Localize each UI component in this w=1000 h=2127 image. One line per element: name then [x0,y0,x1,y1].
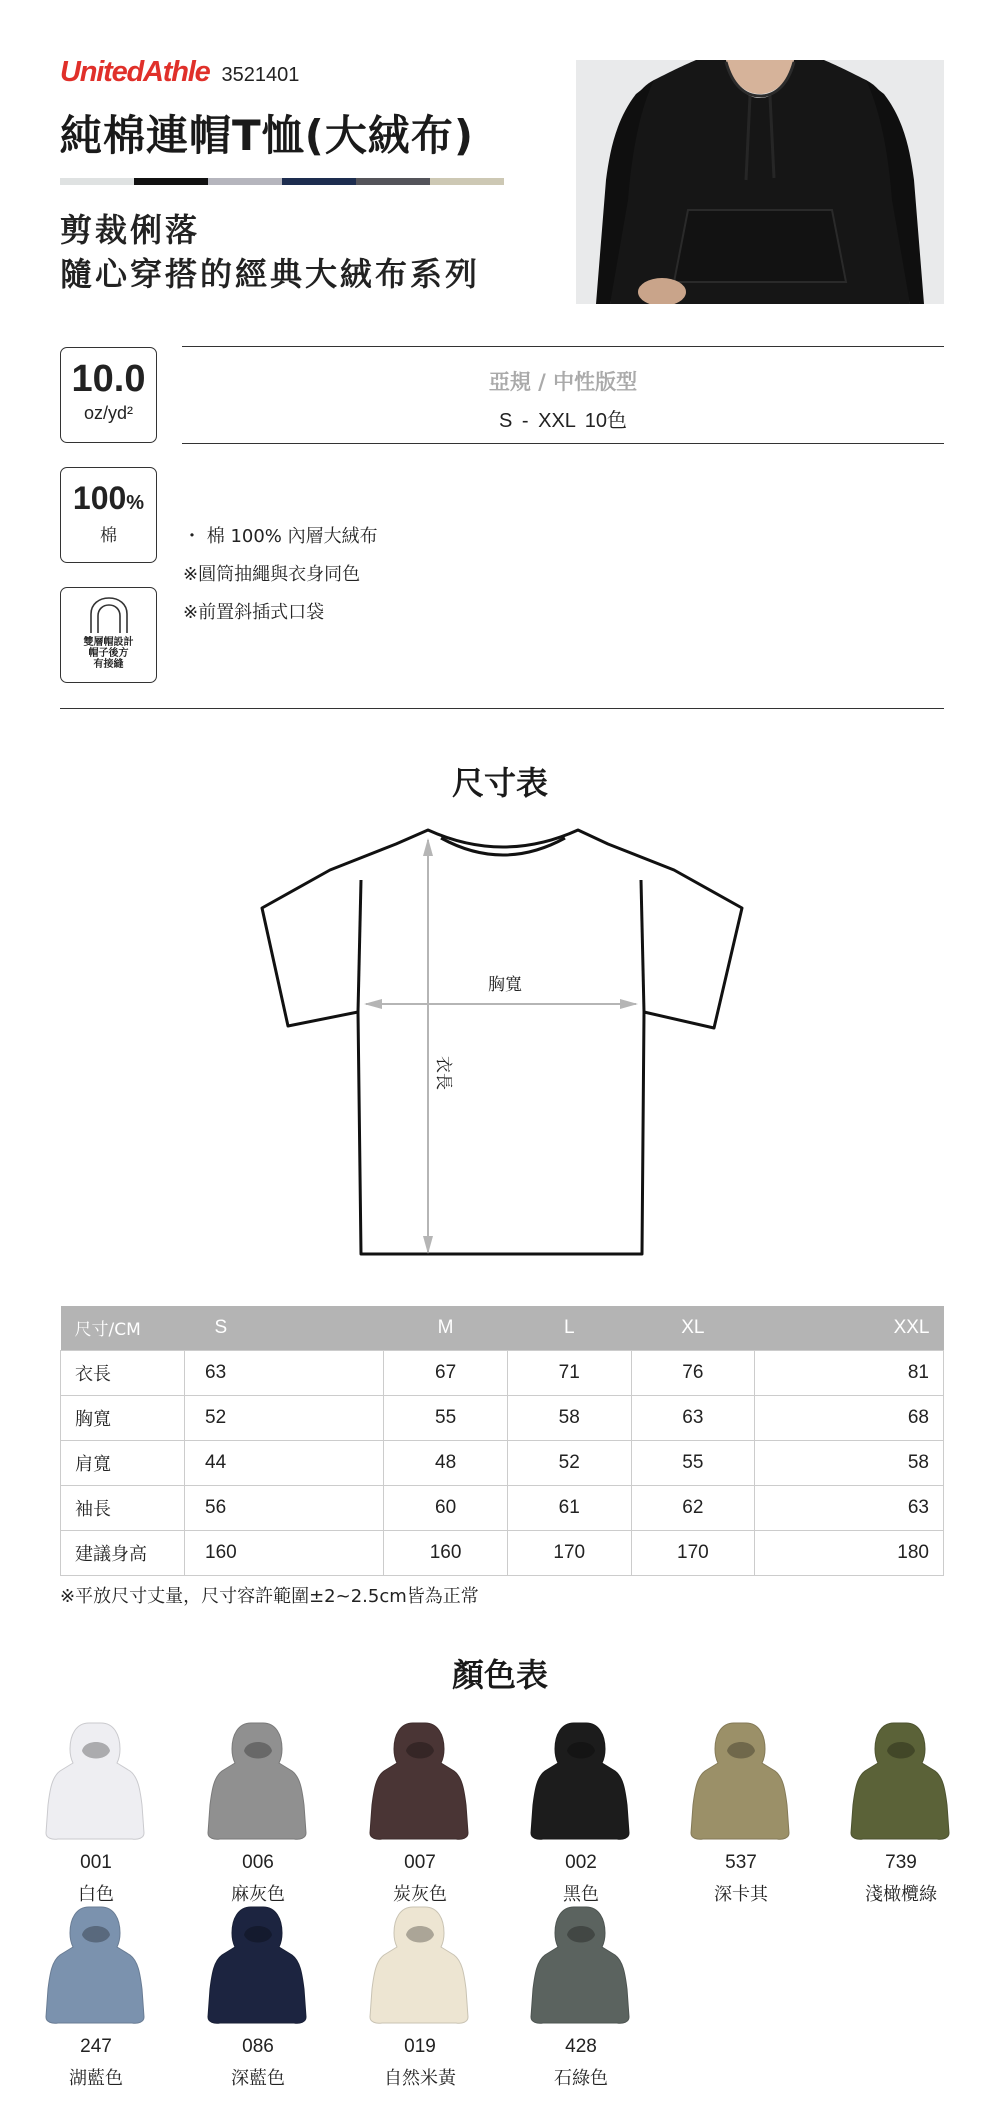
fit-info [182,346,944,444]
table-cell: 55 [384,1395,508,1440]
hoodie-icon [206,1721,310,1841]
header-cell: XL [631,1306,755,1350]
row-label: 建議身高 [61,1530,185,1575]
hoodie-icon [368,1721,472,1841]
color-name: 淺橄欖綠 [865,1884,937,1905]
table-cell: 68 [755,1395,944,1440]
table-row [61,1395,944,1440]
table-cell: 52 [185,1395,384,1440]
brand [60,56,299,89]
header-cell: XXL [755,1306,944,1350]
section-divider [60,708,944,709]
chest-label: 胸寬 [488,975,522,995]
header-cell: L [507,1306,631,1350]
fabric-weight-badge [60,347,157,443]
size-note: ※平放尺寸丈量，尺寸容許範圍±2~2.5cm皆為正常 [60,1586,479,1607]
cotton-badge [60,467,157,563]
color-code: 739 [885,1852,917,1873]
table-cell: 71 [507,1350,631,1395]
row-label: 衣長 [61,1350,185,1395]
color-code: 007 [404,1852,436,1873]
table-cell: 67 [384,1350,508,1395]
cotton-value: 100 [72,480,127,516]
table-cell: 63 [185,1350,384,1395]
table-cell: 58 [755,1440,944,1485]
color-swatch [676,1721,806,1906]
table-row [61,1350,944,1395]
color-swatch [31,1905,161,2090]
color-name: 湖藍色 [69,2068,123,2089]
hoodie-icon [368,1905,472,2025]
table-cell: 55 [631,1440,755,1485]
table-row [61,1440,944,1485]
color-swatch [516,1721,646,1906]
row-label: 袖長 [61,1485,185,1530]
table-row [61,1530,944,1575]
fit-sizes: S - XXL 10色 [499,410,627,432]
header-cell: 尺寸/CM [61,1306,185,1350]
color-swatch [836,1721,966,1906]
header-cell: S [185,1306,384,1350]
size-chart-title: 尺寸表 [451,764,548,802]
feature-item: ※前置斜插式口袋 [183,602,325,623]
hood-note-line: 有接縫 [93,659,124,670]
table-cell: 48 [384,1440,508,1485]
row-label: 胸寬 [61,1395,185,1440]
hood-note-line: 帽子後方 [88,648,129,659]
front-pocket [674,210,846,282]
table-cell: 61 [507,1485,631,1530]
fit-title: 亞規 / 中性版型 [488,370,638,394]
color-swatch [355,1905,485,2090]
hoodie-icon [849,1721,953,1841]
table-cell: 63 [631,1395,755,1440]
color-name: 石綠色 [554,2068,608,2089]
product-code: 3521401 [221,64,300,86]
strip-segment [60,178,134,185]
hero-photo [576,60,944,304]
color-swatch [355,1721,485,1906]
hoodie-icon [44,1905,148,2025]
feature-item: ※圓筒抽繩與衣身同色 [183,564,361,585]
hoodie-icon [206,1905,310,2025]
table-cell: 52 [507,1440,631,1485]
hood-badge [60,587,157,683]
table-cell: 180 [755,1530,944,1575]
color-code: 002 [565,1852,597,1873]
hoodie-model-illustration [576,60,944,304]
row-label: 肩寬 [61,1440,185,1485]
table-cell: 63 [755,1485,944,1530]
color-name: 自然米黃 [384,2068,456,2089]
brand-logo: UnitedAthle [60,56,210,88]
color-chart-title: 顏色表 [451,1656,548,1694]
size-table [60,1306,944,1576]
tagline-line: 隨心穿搭的經典大絨布系列 [60,255,481,293]
color-code: 537 [725,1852,757,1873]
color-name: 黑色 [563,1884,599,1905]
table-cell: 56 [185,1485,384,1530]
product-title: 純棉連帽T恤(大絨布) [60,111,475,160]
strip-segment [134,178,208,185]
feature-list [183,518,378,632]
color-name: 深藍色 [231,2068,285,2089]
table-cell: 44 [185,1440,384,1485]
hoodie-icon [529,1905,633,2025]
strip-segment [282,178,356,185]
fabric-weight-value: 10.0 [71,358,146,400]
length-label: 衣長 [433,1056,453,1090]
cotton-percentage [61,480,156,517]
color-swatch [516,1905,646,2090]
color-swatch [193,1905,323,2090]
tshirt-outline [262,830,742,1254]
table-cell: 160 [185,1530,384,1575]
color-code: 428 [565,2036,597,2057]
color-code: 001 [80,1852,112,1873]
table-cell: 81 [755,1350,944,1395]
tagline [60,208,480,296]
color-name: 麻灰色 [231,1884,285,1905]
percent-sign: % [126,492,145,514]
strip-segment [208,178,282,185]
hood-note-line: 雙層帽設計 [83,637,134,648]
color-code: 247 [80,2036,112,2057]
table-cell: 62 [631,1485,755,1530]
table-cell: 76 [631,1350,755,1395]
hoodie-icon [529,1721,633,1841]
color-name: 炭灰色 [393,1884,447,1905]
hood-note [61,637,156,670]
table-cell: 170 [507,1530,631,1575]
color-name: 深卡其 [714,1884,768,1905]
table-cell: 160 [384,1530,508,1575]
color-swatch [31,1721,161,1906]
hoodie-icon [44,1721,148,1841]
color-swatch [193,1721,323,1906]
color-name: 白色 [78,1884,114,1905]
double-hood-icon [87,596,131,634]
color-code: 006 [242,1852,274,1873]
hoodie-icon [689,1721,793,1841]
color-strip [60,178,504,185]
size-table-header [61,1306,944,1350]
strip-segment [430,178,504,185]
table-cell: 170 [631,1530,755,1575]
table-cell: 58 [507,1395,631,1440]
table-cell: 60 [384,1485,508,1530]
feature-item: ・ 棉 100% 內層大絨布 [183,526,378,547]
cotton-label: 棉 [100,526,117,546]
fabric-weight-unit: oz/yd² [83,403,134,423]
strip-segment [356,178,430,185]
header-cell: M [384,1306,508,1350]
tagline-line: 剪裁俐落 [60,211,201,249]
color-code: 019 [404,2036,436,2057]
color-code: 086 [242,2036,274,2057]
table-row [61,1485,944,1530]
tshirt-measurement-diagram [258,824,748,1276]
